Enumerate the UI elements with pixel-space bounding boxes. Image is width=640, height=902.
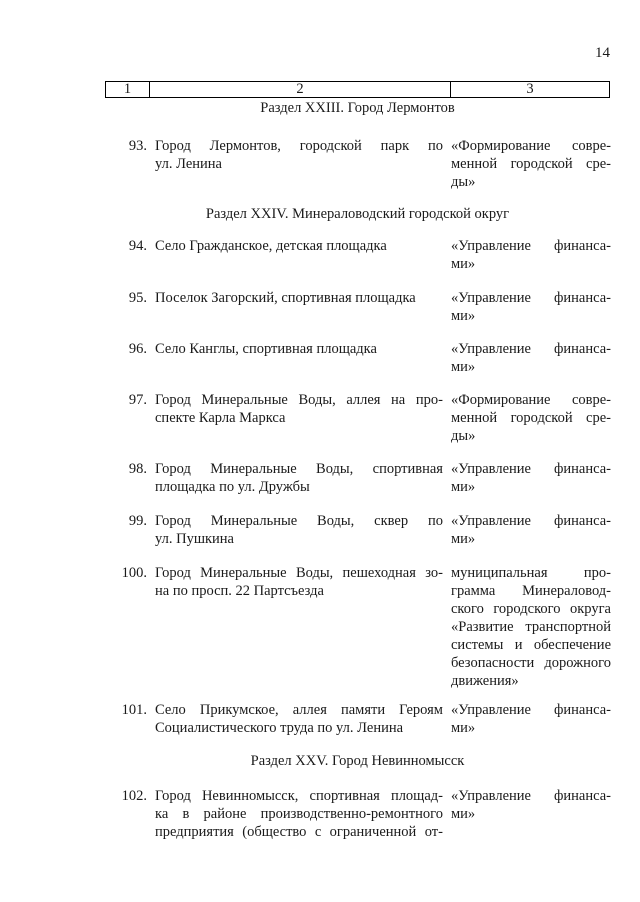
place-cell (155, 564, 443, 600)
program-line: безопасности дорожного (451, 655, 611, 671)
program-line: ми» (451, 479, 476, 495)
program-line: ми» (451, 531, 476, 547)
program-line: менной городской сре- (451, 410, 611, 426)
program-line: «Управление финанса- (451, 702, 611, 718)
program-line: «Формирование совре- (451, 138, 611, 154)
place-line: Село Гражданское, детская площадка (155, 238, 387, 254)
program-line: ского городского округа (451, 601, 611, 617)
program-line: ми» (451, 720, 476, 736)
place-line: Город Минеральные Воды, пешеходная зо- (155, 565, 443, 581)
program-line: муниципальная про- (451, 565, 611, 581)
row-number: 101. (121, 702, 147, 718)
place-cell (155, 340, 443, 358)
row-number: 93. (128, 138, 147, 154)
program-cell (451, 340, 611, 376)
place-line: Город Невинномысск, спортивная площад- (155, 788, 443, 804)
column-header-3: 3 (526, 81, 534, 97)
place-line: Село Прикумское, аллея памяти Героям (155, 702, 443, 718)
section-heading-xxiv: Раздел XXIV. Минераловодский городской округ (205, 206, 510, 222)
place-line: ка в районе производственно-ремонтного (155, 806, 443, 822)
row-number: 100. (121, 565, 147, 581)
place-line: Село Канглы, спортивная площадка (155, 341, 377, 357)
place-line: на по просп. 22 Партсъезда (155, 583, 324, 599)
row-number: 95. (128, 290, 147, 306)
program-cell (451, 701, 611, 737)
section-heading-xxiii: Раздел XXIII. Город Лермонтов (260, 100, 455, 116)
program-line: системы и обеспечение (451, 637, 611, 653)
place-line: предприятия (общество с ограниченной от- (155, 824, 443, 840)
program-line: «Управление финанса- (451, 461, 611, 477)
place-line: ул. Пушкина (155, 531, 234, 547)
place-line: Город Лермонтов, городской парк по (155, 138, 443, 154)
program-line: «Управление финанса- (451, 341, 611, 357)
place-line: Город Минеральные Воды, сквер по (155, 513, 443, 529)
place-line: Город Минеральные Воды, аллея на про- (155, 392, 443, 408)
program-cell (451, 391, 611, 445)
column-header-2: 2 (150, 82, 451, 97)
program-cell (451, 289, 611, 325)
program-line: «Управление финанса- (451, 238, 611, 254)
program-line: «Развитие транспортной (451, 619, 611, 635)
place-cell (155, 289, 443, 307)
program-line: ми» (451, 806, 476, 822)
program-line: «Управление финанса- (451, 513, 611, 529)
program-line: ми» (451, 359, 476, 375)
program-line: менной городской сре- (451, 156, 611, 172)
row-number: 98. (128, 461, 147, 477)
program-line: «Управление финанса- (451, 290, 611, 306)
program-cell (451, 460, 611, 496)
place-line: Социалистического труда по ул. Ленина (155, 720, 404, 736)
place-line: площадка по ул. Дружбы (155, 479, 310, 495)
place-cell (155, 512, 443, 548)
program-line: «Формирование совре- (451, 392, 611, 408)
place-line: ул. Ленина (155, 156, 222, 172)
place-cell (155, 391, 443, 427)
place-line: спекте Карла Маркса (155, 410, 286, 426)
place-cell (155, 787, 443, 841)
page-number: 14 (595, 45, 610, 61)
program-cell (451, 237, 611, 273)
row-number: 94. (128, 238, 147, 254)
program-cell (451, 564, 611, 690)
place-cell (155, 460, 443, 496)
program-line: ми» (451, 308, 476, 324)
row-number: 102. (121, 788, 147, 804)
program-line: ды» (451, 174, 476, 190)
program-cell (451, 137, 611, 191)
place-line: Город Минеральные Воды, спортивная (155, 461, 443, 477)
program-line: ды» (451, 428, 476, 444)
program-cell (451, 512, 611, 548)
program-line: грамма Минераловод- (451, 583, 611, 599)
column-header-1: 1 (106, 82, 150, 97)
program-line: «Управление финанса- (451, 788, 611, 804)
place-cell (155, 137, 443, 173)
place-cell (155, 701, 443, 737)
row-number: 96. (128, 341, 147, 357)
place-cell (155, 237, 443, 255)
program-line: движения» (451, 673, 519, 689)
section-heading-xxv: Раздел XXV. Город Невинномысск (250, 753, 465, 769)
program-cell (451, 787, 611, 823)
table-header-row (105, 81, 610, 98)
program-line: ми» (451, 256, 476, 272)
row-number: 97. (128, 392, 147, 408)
row-number: 99. (128, 513, 147, 529)
place-line: Поселок Загорский, спортивная площадка (155, 290, 416, 306)
